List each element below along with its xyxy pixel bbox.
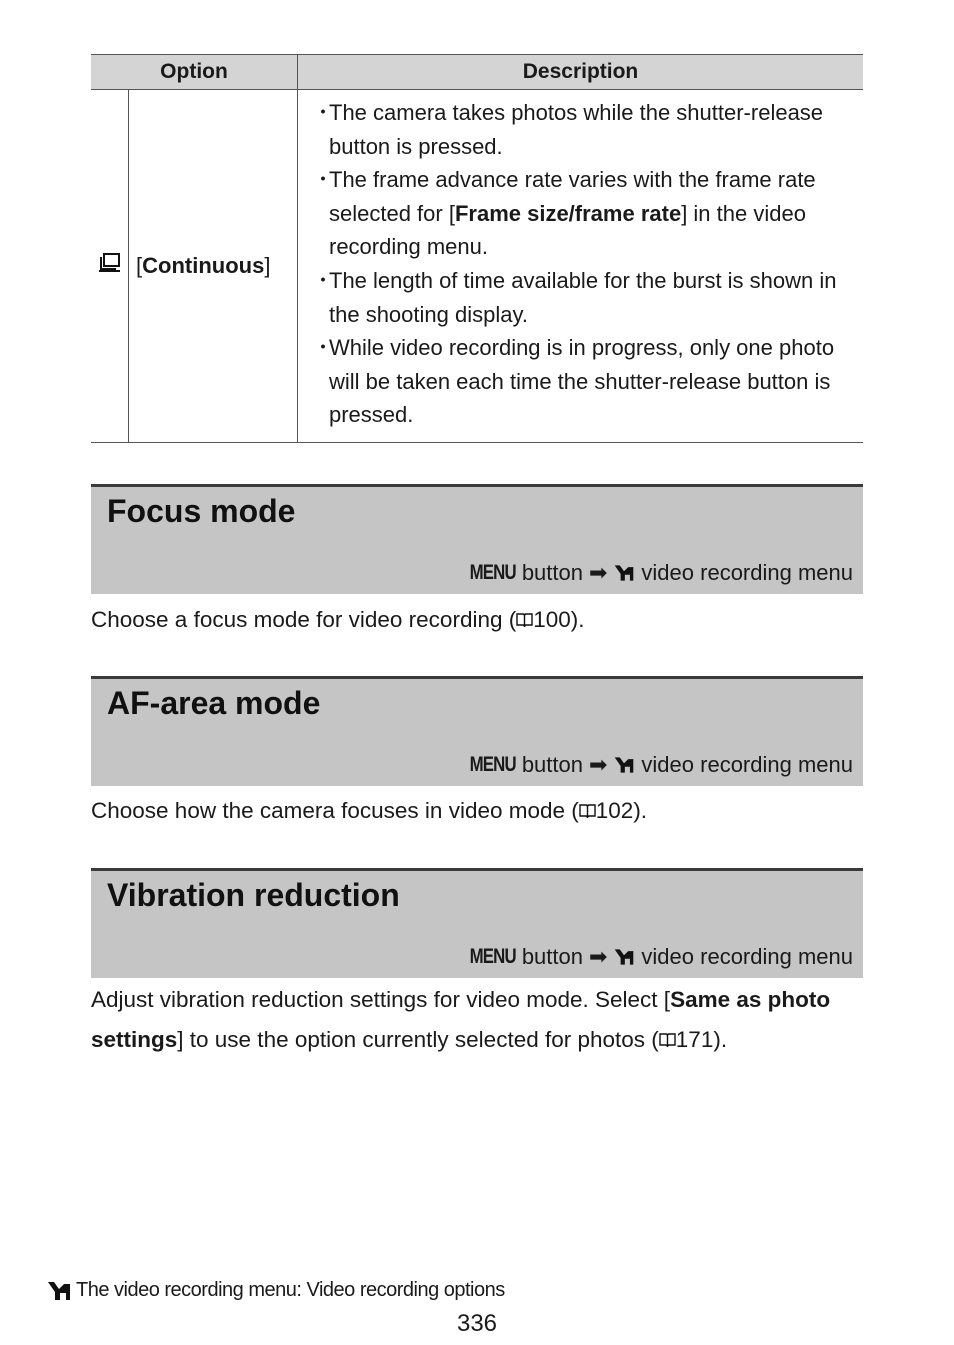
list-item: ・ The frame advance rate varies with the frame rate selected for [Frame size/frame rate] in the video recording menu. bbox=[312, 163, 855, 264]
description-list bbox=[312, 96, 855, 432]
footer-text: The video recording menu: Video recording options bbox=[76, 1279, 505, 1301]
section-body: Choose a focus mode for video recording ( 100). bbox=[91, 607, 585, 632]
section-body: Adjust vibration reduction settings for video mode. Select [Same as photo settings] to use the option currently selected for photos ( 171). bbox=[91, 987, 831, 1052]
menu-button-label: MENU bbox=[469, 561, 516, 584]
section-title: Focus mode bbox=[107, 493, 296, 529]
list-item: ・ The length of time available for the burst is shown in the shooting display. bbox=[312, 264, 855, 331]
continuous-shooting-icon bbox=[98, 253, 122, 273]
option-name: Continuous bbox=[142, 252, 265, 278]
page-number: 336 bbox=[456, 1310, 498, 1337]
menu-path: MENU button ➡ video recording menu bbox=[469, 944, 853, 969]
option-name-cell: [Continuous] bbox=[129, 90, 298, 443]
video-camera-icon bbox=[613, 947, 635, 967]
list-item: ・ The camera takes photos while the shutter-release button is pressed. bbox=[312, 96, 855, 163]
description-header: Description bbox=[298, 55, 864, 90]
bullet-mark: ・ bbox=[312, 167, 335, 193]
bullet-mark: ・ bbox=[312, 100, 335, 125]
page-reference[interactable]: 100 bbox=[533, 607, 571, 632]
section-title: Vibration reduction bbox=[107, 877, 400, 913]
section-header bbox=[91, 868, 863, 978]
section-header bbox=[91, 484, 863, 594]
bullet-mark: ・ bbox=[312, 267, 335, 293]
book-icon bbox=[516, 607, 533, 632]
menu-button-label: MENU bbox=[469, 945, 516, 968]
section-header bbox=[91, 676, 863, 786]
bullet-mark: ・ bbox=[312, 335, 335, 361]
options-table bbox=[91, 54, 863, 443]
option-icon-cell bbox=[91, 90, 129, 443]
page-reference[interactable]: 102 bbox=[595, 798, 634, 823]
menu-path: MENU button ➡ video recording menu bbox=[469, 752, 853, 777]
arrow-right-icon: ➡ bbox=[588, 752, 608, 777]
book-icon bbox=[579, 798, 596, 823]
video-camera-icon bbox=[613, 563, 635, 583]
section-body: Choose how the camera focuses in video mode ( 102). bbox=[91, 798, 648, 823]
option-header: Option bbox=[91, 55, 298, 90]
page-reference[interactable]: 171 bbox=[675, 1027, 714, 1052]
arrow-right-icon: ➡ bbox=[588, 560, 608, 585]
table-row bbox=[91, 90, 863, 443]
video-camera-icon bbox=[613, 755, 635, 775]
arrow-right-icon: ➡ bbox=[588, 944, 608, 969]
menu-button-label: MENU bbox=[469, 753, 516, 776]
table-header-row bbox=[91, 55, 863, 90]
option-description-cell bbox=[298, 90, 864, 443]
section-title: AF-area mode bbox=[107, 685, 321, 721]
list-item: ・ While video recording is in progress, only one photo will be taken each time the shutter-release button is pressed. bbox=[312, 331, 855, 432]
book-icon bbox=[659, 1027, 676, 1052]
video-camera-icon bbox=[46, 1280, 72, 1302]
menu-path: MENU button ➡ video recording menu bbox=[469, 560, 853, 585]
footer bbox=[46, 1279, 505, 1302]
